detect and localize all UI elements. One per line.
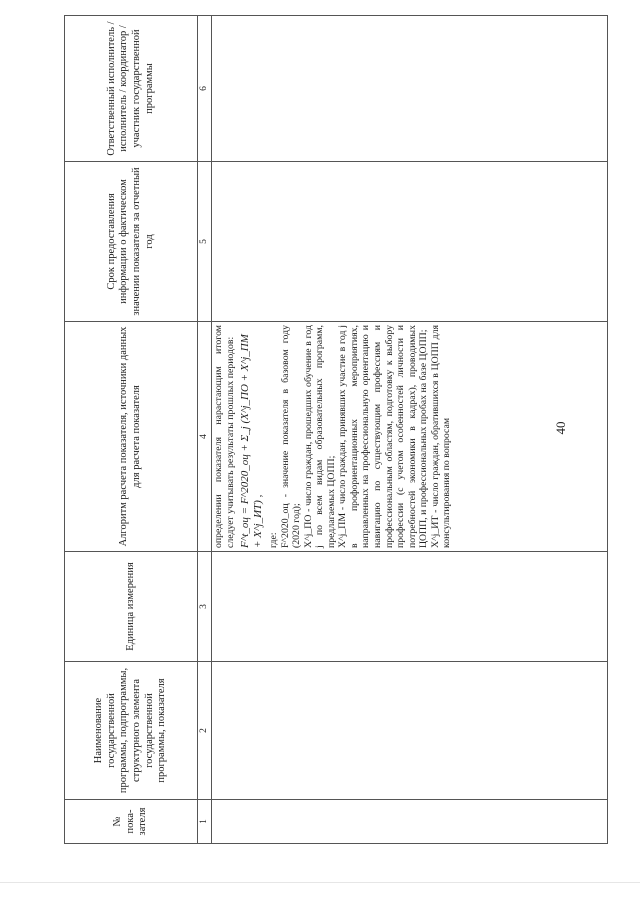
cell-deadline: [212, 162, 608, 322]
algorithm-where: где:: [268, 532, 280, 548]
column-number: 5: [198, 162, 212, 322]
algorithm-intro: определении показателя нарастающим итогом следует учитывать результаты прошлых периодов:: [213, 325, 236, 548]
column-number: 6: [198, 16, 212, 162]
cell-algorithm: [212, 322, 608, 552]
algorithm-f2020: F^2020_оц - значение показателя в базовом году (2020 год);: [279, 325, 303, 548]
bottom-divider: [0, 882, 640, 883]
cell-number: [212, 800, 608, 844]
cell-unit: [212, 552, 608, 662]
header-deadline: Срок предоставления информации о фактическом значении показателя за отчетный год: [65, 162, 198, 322]
table-header-row: [65, 16, 198, 844]
algorithm-xit: X^j_ИТ - число граждан, обратившихся в ЦОПП для консультирования по вопросам: [429, 325, 453, 548]
column-number: 1: [198, 800, 212, 844]
header-responsible: Ответственный исполнитель / исполнитель / координатор / участник государственной программы: [65, 16, 198, 162]
column-number: 3: [198, 552, 212, 662]
column-number: 2: [198, 662, 212, 800]
column-numbers-row: [198, 16, 212, 844]
header-unit: Единица измерения: [65, 552, 198, 662]
header-number: № пока-зателя: [65, 800, 198, 844]
table-body-row: [212, 16, 608, 844]
page-number: 40: [553, 421, 568, 435]
indicator-table: [64, 15, 608, 844]
algorithm-formula: F^t_оц = F^2020_оц + Σ_j (X^j_ПО + X^j_ПМ + X^j_ИТ) ,: [239, 334, 265, 548]
column-number: 4: [198, 322, 212, 552]
algorithm-xpo: X^j_ПО - число граждан, прошедших обучение в год j по всем видам образовательных программ, предлагаемых ЦОПП;: [302, 325, 337, 548]
cell-name: [212, 662, 608, 800]
cell-responsible: [212, 16, 608, 162]
header-name: Наименование государственной программы, подпрограммы, структурного элемента государственной программы, показателя: [65, 662, 198, 800]
header-algorithm: Алгоритм расчета показателя, источники данных для расчета показателя: [65, 322, 198, 552]
rotated-table-wrapper: [64, 16, 608, 844]
algorithm-xpm: X^j_ПМ - число граждан, принявших участие в год j в профориентационных мероприятиях, направленных на профессиональную ориентацию и навигацию по существующим профессиям и профессиональным областям, подготовку к выбору профессии (с учетом особенностей личности и потребностей экономики в кадрах), проводимых ЦОПП, и профессиональных пробах на базе ЦОПП;: [337, 325, 430, 548]
